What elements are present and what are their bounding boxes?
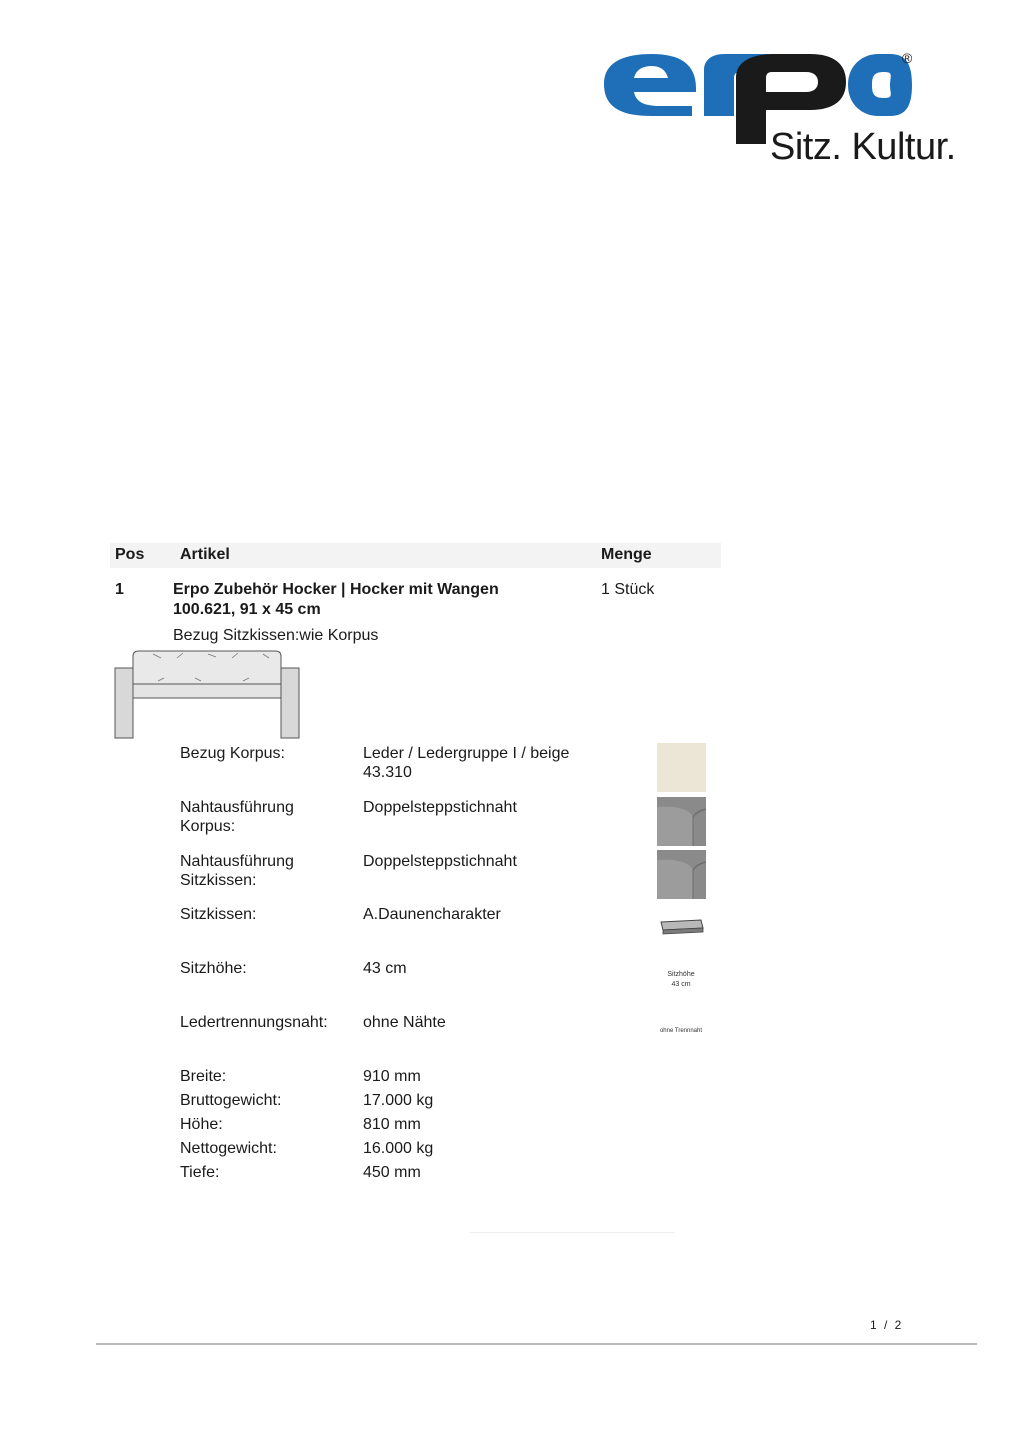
prop-value-bezug-korpus-code: 43.310 (363, 764, 412, 781)
item-pos: 1 (115, 581, 124, 598)
dim-value-tiefe: 450 mm (363, 1164, 421, 1181)
dim-label-breite: Breite: (180, 1068, 227, 1085)
stool-sketch-icon (113, 648, 303, 740)
prop-value-naht-sitz: Doppelsteppstichnaht (363, 853, 517, 870)
prop-value-ledertrennungsnaht: ohne Nähte (363, 1014, 446, 1031)
erpo-o-letter (600, 48, 920, 128)
dim-value-hoehe: 810 mm (363, 1116, 421, 1133)
prop-label-naht-sitz-2: Sitzkissen: (180, 872, 257, 889)
prop-label-naht-korpus-2: Korpus: (180, 818, 236, 835)
item-title-line1: Erpo Zubehör Hocker | Hocker mit Wangen (173, 581, 499, 598)
header-pos: Pos (115, 546, 145, 563)
dim-label-nettogewicht: Nettogewicht: (180, 1140, 277, 1157)
prop-label-bezug-korpus: Bezug Korpus: (180, 745, 285, 762)
logo-tagline: Sitz. Kultur. (770, 126, 956, 168)
registered-mark: ® (902, 50, 913, 66)
seam-swatch-icon (657, 797, 706, 846)
table-header (110, 543, 721, 568)
prop-value-sitzhoehe: 43 cm (363, 960, 407, 977)
divider (470, 1232, 675, 1233)
dim-value-nettogewicht: 16.000 kg (363, 1140, 434, 1157)
sitzhoehe-thumb-line1: Sitzhöhe (667, 971, 695, 978)
beige-leather-swatch (657, 743, 706, 792)
dim-label-tiefe: Tiefe: (180, 1164, 220, 1181)
trennnaht-thumb: ohne Trennnaht (659, 1028, 703, 1034)
header-artikel: Artikel (180, 546, 230, 563)
prop-label-sitzhoehe: Sitzhöhe: (180, 960, 247, 977)
item-subline: Bezug Sitzkissen:wie Korpus (173, 627, 379, 644)
prop-value-bezug-korpus: Leder / Ledergruppe I / beige (363, 745, 570, 762)
dim-value-bruttogewicht: 17.000 kg (363, 1092, 434, 1109)
page-number: 1 / 2 (870, 1318, 902, 1332)
header-menge: Menge (601, 546, 652, 563)
item-quantity: 1 Stück (601, 581, 655, 598)
prop-label-sitzkissen: Sitzkissen: (180, 906, 257, 923)
item-title-line2: 100.621, 91 x 45 cm (173, 601, 321, 618)
dim-value-breite: 910 mm (363, 1068, 421, 1085)
prop-value-naht-korpus: Doppelsteppstichnaht (363, 799, 517, 816)
cushion-icon (657, 914, 706, 936)
prop-label-naht-sitz-1: Nahtausführung (180, 853, 294, 870)
prop-value-sitzkissen: A.Daunencharakter (363, 906, 501, 923)
sitzhoehe-thumb-line2: 43 cm (671, 981, 691, 988)
prop-label-ledertrennungsnaht: Ledertrennungsnaht: (180, 1014, 328, 1031)
footer-divider (96, 1343, 977, 1345)
dim-label-hoehe: Höhe: (180, 1116, 223, 1133)
dim-label-bruttogewicht: Bruttogewicht: (180, 1092, 282, 1109)
seam-swatch-icon (657, 850, 706, 899)
prop-label-naht-korpus-1: Nahtausführung (180, 799, 294, 816)
